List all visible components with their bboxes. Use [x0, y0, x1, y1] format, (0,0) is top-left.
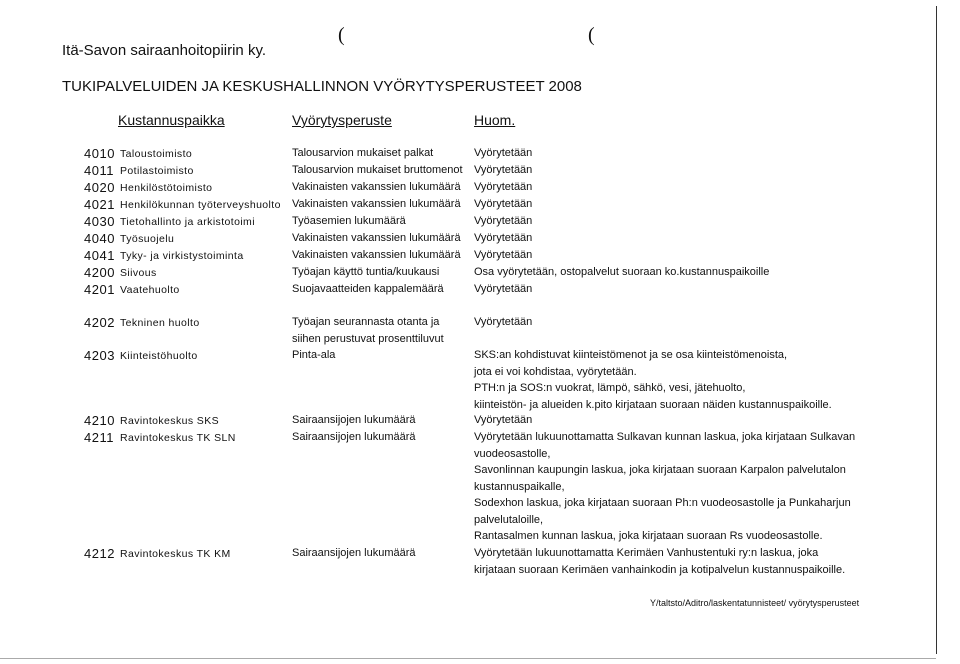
allocation-note: Osa vyörytetään, ostopalvelut suoraan ko.kustannuspaikoille: [474, 266, 770, 278]
cost-center-name: Ravintokeskus SKS: [120, 415, 220, 427]
allocation-note: Vyörytetään: [474, 147, 533, 159]
cost-center-name: Vaatehuolto: [120, 284, 180, 296]
table-row: [0, 430, 960, 542]
cost-center-code: 4041: [84, 248, 115, 263]
table-row: [0, 146, 960, 162]
cost-center-name: Tekninen huolto: [120, 317, 200, 329]
column-header-basis: Vyörytysperuste: [292, 112, 392, 128]
cost-center-name: Siivous: [120, 267, 157, 279]
cost-center-name: Henkilöstötoimisto: [120, 182, 213, 194]
cost-center-code: 4203: [84, 348, 115, 363]
table-row: [0, 197, 960, 213]
allocation-note: kustannuspaikalle,: [474, 480, 565, 493]
cost-center-code: 4212: [84, 546, 115, 561]
cost-center-code: 4030: [84, 214, 115, 229]
allocation-note: vuodeosastolle,: [474, 447, 551, 460]
cost-center-code: 4201: [84, 282, 115, 297]
table-row: [0, 413, 960, 429]
table-row: [0, 348, 960, 411]
cost-center-name: Työsuojelu: [120, 233, 175, 245]
cost-center-code: 4011: [84, 163, 114, 178]
cost-center-name: Ravintokeskus TK SLN: [120, 432, 236, 444]
allocation-note: SKS:an kohdistuvat kiinteistömenot ja se osa kiinteistömenoista,: [474, 349, 788, 361]
table-row: [0, 180, 960, 196]
allocation-note: Vyörytetään: [474, 316, 533, 328]
allocation-basis: Talousarvion mukaiset bruttomenot: [292, 164, 463, 176]
table-row: [0, 214, 960, 230]
cost-center-code: 4200: [84, 265, 115, 280]
allocation-note: Rantasalmen kunnan laskua, joka kirjataan suoraan Rs vuodeosastolle.: [474, 530, 823, 542]
allocation-basis: Työajan seurannasta otanta ja: [292, 316, 440, 328]
allocation-note: Vyörytetään: [474, 283, 533, 295]
allocation-note: Vyörytetään: [474, 181, 533, 193]
allocation-note: Vyörytetään lukuunottamatta Sulkavan kunnan laskua, joka kirjataan Sulkavan: [474, 431, 856, 443]
allocation-basis: Pinta-ala: [292, 349, 336, 361]
allocation-note: Vyörytetään: [474, 414, 533, 426]
allocation-basis: Sairaansijojen lukumäärä: [292, 414, 416, 426]
punch-mark: (: [338, 24, 345, 46]
allocation-basis: Suojavaatteiden kappalemäärä: [292, 283, 444, 295]
cost-center-name: Kiinteistöhuolto: [120, 350, 198, 362]
cost-center-code: 4202: [84, 315, 115, 330]
organization-name: Itä-Savon sairaanhoitopiirin ky.: [62, 42, 266, 59]
cost-center-name: Taloustoimisto: [120, 148, 193, 160]
cost-center-code: 4020: [84, 180, 115, 195]
page-bottom-line: [0, 658, 936, 659]
allocation-basis: siihen perustuvat prosenttiluvut: [292, 332, 444, 345]
allocation-basis: Vakinaisten vakanssien lukumäärä: [292, 249, 461, 261]
punch-mark: (: [588, 24, 595, 46]
table-row: [0, 546, 960, 576]
cost-center-name: Tietohallinto ja arkistotoimi: [120, 216, 255, 228]
cost-center-code: 4010: [84, 146, 115, 161]
allocation-basis: Työajan käyttö tuntia/kuukausi: [292, 266, 440, 278]
cost-center-code: 4021: [84, 197, 115, 212]
table-row: [0, 248, 960, 264]
document-title: TUKIPALVELUIDEN JA KESKUSHALLINNON VYÖRYTYSPERUSTEET 2008: [62, 78, 582, 95]
allocation-basis: Talousarvion mukaiset palkat: [292, 147, 434, 159]
allocation-note: Vyörytetään: [474, 164, 533, 176]
allocation-note: kirjataan suoraan Kerimäen vanhainkodin ja kotipalvelun kustannuspaikoille.: [474, 563, 846, 576]
allocation-note: Sodexhon laskua, joka kirjataan suoraan Ph:n vuodeosastolle ja Punkaharjun: [474, 497, 851, 509]
cost-center-name: Potilastoimisto: [120, 165, 194, 177]
allocation-note: Vyörytetään lukuunottamatta Kerimäen Vanhustentuki ry:n laskua, joka: [474, 547, 819, 559]
cost-center-code: 4211: [84, 430, 114, 445]
allocation-note: palvelutaloille,: [474, 513, 544, 526]
cost-center-code: 4210: [84, 413, 115, 428]
column-header-note: Huom.: [474, 112, 516, 128]
table-row: [0, 265, 960, 281]
allocation-note: PTH:n ja SOS:n vuokrat, lämpö, sähkö, vesi, jätehuolto,: [474, 382, 746, 394]
allocation-note: kiinteistön- ja alueiden k.pito kirjataan suoraan näiden kustannuspaikoille.: [474, 398, 832, 411]
cost-center-name: Ravintokeskus TK KM: [120, 548, 231, 560]
allocation-basis: Sairaansijojen lukumäärä: [292, 547, 416, 559]
allocation-note: Vyörytetään: [474, 215, 533, 227]
table-row: [0, 315, 960, 345]
cost-center-name: Tyky- ja virkistystoiminta: [120, 250, 244, 262]
cost-center-code: 4040: [84, 231, 115, 246]
allocation-note: Vyörytetään: [474, 249, 533, 261]
allocation-note: Savonlinnan kaupungin laskua, joka kirjataan suoraan Karpalon palvelutalon: [474, 464, 846, 476]
page-edge-line: [936, 6, 937, 654]
table-row: [0, 163, 960, 179]
cost-center-name: Henkilökunnan työterveyshuolto: [120, 199, 281, 211]
table-row: [0, 231, 960, 247]
table-row: [0, 282, 960, 298]
allocation-basis: Vakinaisten vakanssien lukumäärä: [292, 232, 461, 244]
allocation-note: Vyörytetään: [474, 232, 533, 244]
allocation-basis: Vakinaisten vakanssien lukumäärä: [292, 181, 461, 193]
allocation-note: Vyörytetään: [474, 198, 533, 210]
file-path-footer: Y/taltsto/Aditro/laskentatunnisteet/ vyörytysperusteet: [650, 598, 860, 608]
column-header-cost-center: Kustannuspaikka: [118, 112, 225, 128]
allocation-basis: Vakinaisten vakanssien lukumäärä: [292, 198, 461, 210]
allocation-note: jota ei voi kohdistaa, vyörytetään.: [474, 365, 637, 378]
allocation-basis: Työasemien lukumäärä: [292, 215, 406, 227]
allocation-basis: Sairaansijojen lukumäärä: [292, 431, 416, 443]
